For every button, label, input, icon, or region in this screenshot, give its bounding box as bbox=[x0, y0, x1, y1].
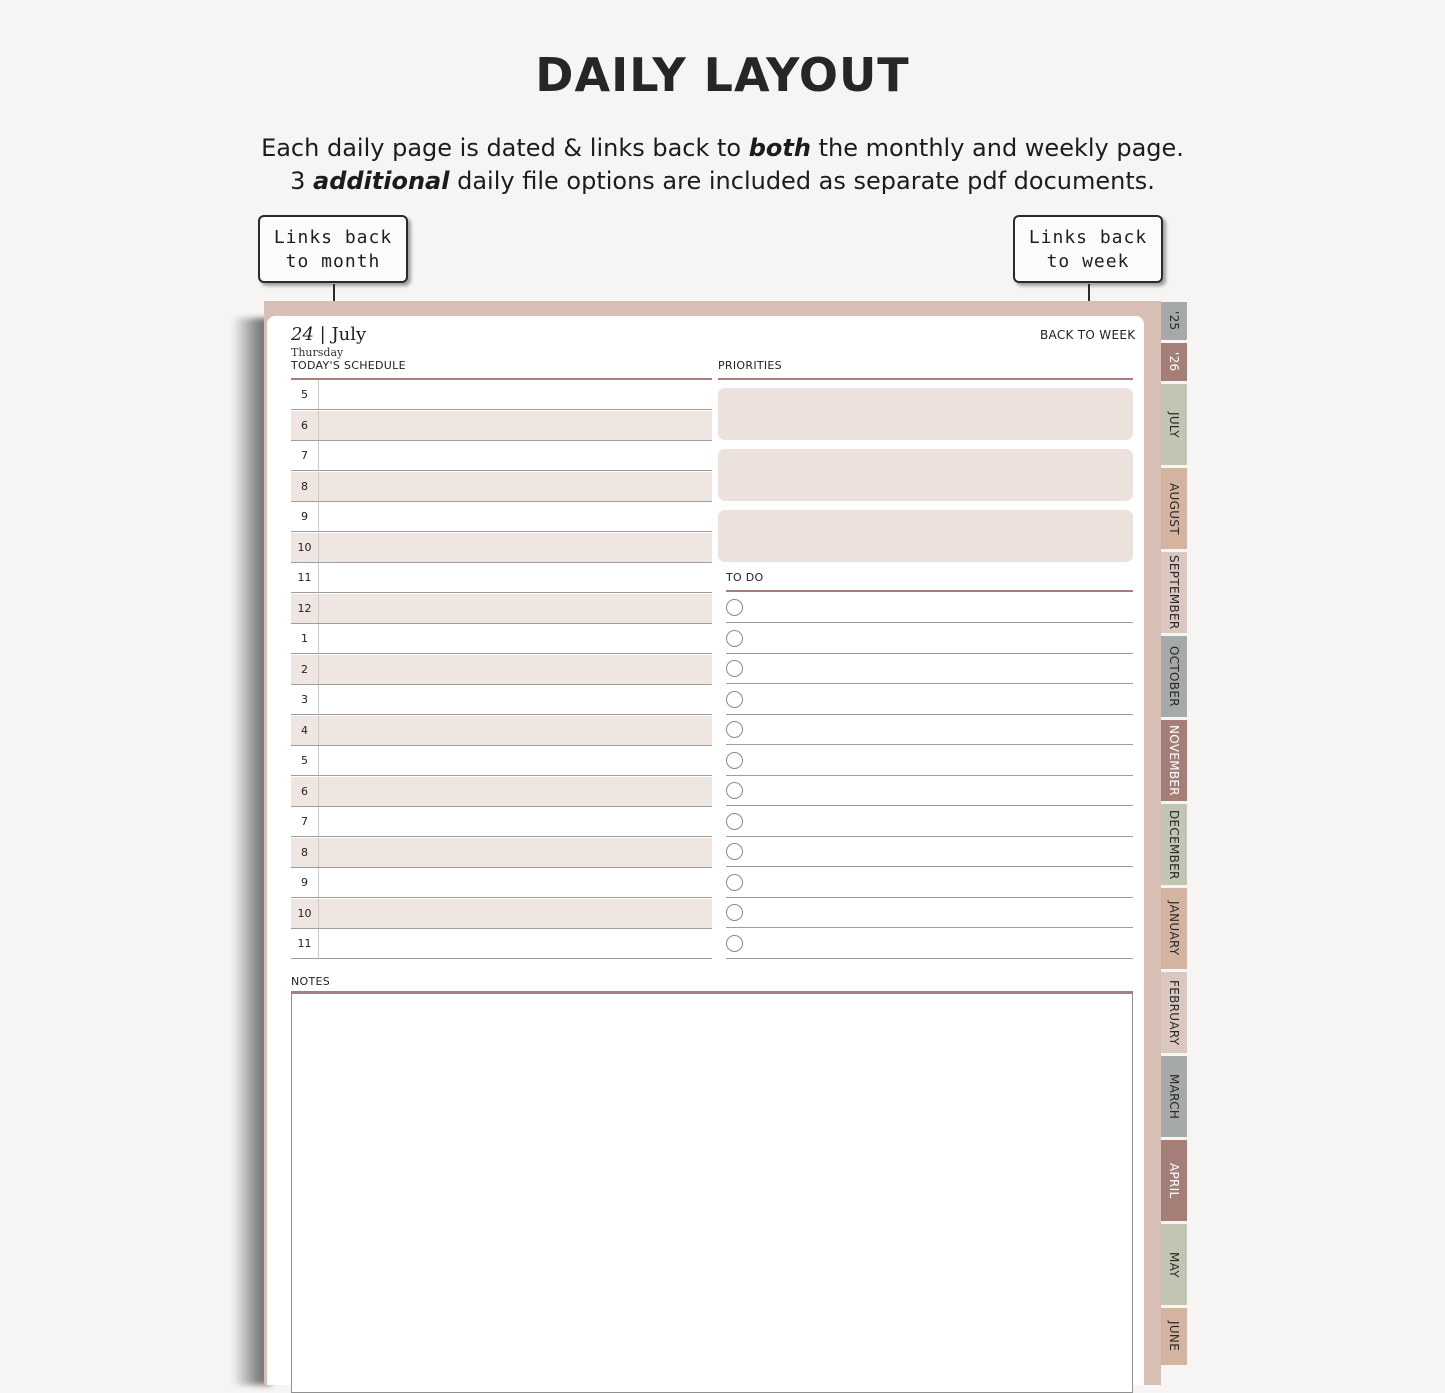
checkbox-circle-icon[interactable] bbox=[726, 660, 743, 677]
todo-row[interactable] bbox=[726, 624, 1133, 654]
todo-row[interactable] bbox=[726, 776, 1133, 806]
tab-march[interactable] bbox=[1161, 1056, 1187, 1137]
schedule-row[interactable] bbox=[291, 929, 712, 959]
schedule-hour: 2 bbox=[291, 655, 319, 684]
tab-label: APRIL bbox=[1167, 1162, 1181, 1199]
date-month: July bbox=[331, 324, 367, 345]
callout-week bbox=[1013, 215, 1163, 283]
todo-row[interactable] bbox=[726, 685, 1133, 715]
checkbox-circle-icon[interactable] bbox=[726, 813, 743, 830]
todo-row[interactable] bbox=[726, 654, 1133, 684]
date-link-month[interactable] bbox=[291, 324, 366, 345]
description-line-2-start: 3 bbox=[290, 167, 313, 195]
schedule-hour: 12 bbox=[291, 594, 319, 623]
notes-area[interactable] bbox=[291, 993, 1133, 1393]
tab-label: JANUARY bbox=[1167, 901, 1181, 956]
checkbox-circle-icon[interactable] bbox=[726, 935, 743, 952]
todo-row[interactable] bbox=[726, 593, 1133, 623]
tab-label: SEPTEMBER bbox=[1167, 555, 1181, 630]
description-line-1 bbox=[0, 134, 1445, 162]
checkbox-circle-icon[interactable] bbox=[726, 904, 743, 921]
schedule-row[interactable] bbox=[291, 380, 712, 410]
schedule-hour: 8 bbox=[291, 838, 319, 867]
tab-label: '26 bbox=[1167, 352, 1181, 372]
tab-26[interactable] bbox=[1161, 343, 1187, 381]
schedule-row[interactable] bbox=[291, 838, 712, 868]
schedule-row[interactable] bbox=[291, 807, 712, 837]
todo-row[interactable] bbox=[726, 898, 1133, 928]
checkbox-circle-icon[interactable] bbox=[726, 630, 743, 647]
checkbox-circle-icon[interactable] bbox=[726, 691, 743, 708]
schedule-row[interactable] bbox=[291, 533, 712, 563]
tab-label: DECEMBER bbox=[1167, 809, 1181, 880]
schedule-hour: 5 bbox=[291, 746, 319, 775]
tab-may[interactable] bbox=[1161, 1224, 1187, 1305]
description-line-2-bold: additional bbox=[313, 167, 450, 195]
schedule-row[interactable] bbox=[291, 441, 712, 471]
tab-july[interactable] bbox=[1161, 384, 1187, 465]
schedule-row[interactable] bbox=[291, 685, 712, 715]
tab-label: '25 bbox=[1167, 311, 1181, 331]
schedule-row[interactable] bbox=[291, 472, 712, 502]
schedule-label: TODAY'S SCHEDULE bbox=[291, 359, 406, 372]
date-number: 24 bbox=[291, 324, 314, 345]
tab-label: NOVEMBER bbox=[1167, 725, 1181, 796]
description-line-1-bold: both bbox=[748, 134, 811, 162]
schedule-row[interactable] bbox=[291, 899, 712, 929]
schedule-row[interactable] bbox=[291, 655, 712, 685]
tab-label: AUGUST bbox=[1167, 482, 1181, 535]
todo-rule bbox=[726, 590, 1133, 592]
notes-label: NOTES bbox=[291, 975, 331, 988]
tab-january[interactable] bbox=[1161, 888, 1187, 969]
tab-december[interactable] bbox=[1161, 804, 1187, 885]
todo-row[interactable] bbox=[726, 837, 1133, 867]
todo-row[interactable] bbox=[726, 746, 1133, 776]
weekday: Thursday bbox=[291, 346, 344, 359]
schedule-hour: 6 bbox=[291, 777, 319, 806]
checkbox-circle-icon[interactable] bbox=[726, 874, 743, 891]
checkbox-circle-icon[interactable] bbox=[726, 599, 743, 616]
tab-label: MARCH bbox=[1167, 1073, 1181, 1120]
priority-box[interactable] bbox=[718, 510, 1133, 562]
description-line-1-start: Each daily page is dated & links back to bbox=[261, 134, 749, 162]
schedule-row[interactable] bbox=[291, 563, 712, 593]
schedule-row[interactable] bbox=[291, 716, 712, 746]
tab-label: JUNE bbox=[1167, 1321, 1181, 1352]
priority-box[interactable] bbox=[718, 449, 1133, 501]
checkbox-circle-icon[interactable] bbox=[726, 752, 743, 769]
back-to-week-link[interactable]: BACK TO WEEK bbox=[1040, 328, 1136, 342]
callout-week-line-2: to week bbox=[1046, 251, 1130, 272]
checkbox-circle-icon[interactable] bbox=[726, 721, 743, 738]
schedule-row[interactable] bbox=[291, 594, 712, 624]
schedule-hour: 7 bbox=[291, 807, 319, 836]
tab-november[interactable] bbox=[1161, 720, 1187, 801]
tab-label: JULY bbox=[1167, 411, 1181, 438]
priority-box[interactable] bbox=[718, 388, 1133, 440]
schedule-row[interactable] bbox=[291, 777, 712, 807]
schedule-hour: 9 bbox=[291, 502, 319, 531]
page-heading: DAILY LAYOUT bbox=[535, 48, 910, 102]
schedule-hour: 8 bbox=[291, 472, 319, 501]
schedule-hour: 7 bbox=[291, 441, 319, 470]
todo-row[interactable] bbox=[726, 715, 1133, 745]
schedule-hour: 10 bbox=[291, 533, 319, 562]
checkbox-circle-icon[interactable] bbox=[726, 843, 743, 860]
todo-label: TO DO bbox=[726, 571, 764, 584]
schedule-row[interactable] bbox=[291, 411, 712, 441]
schedule-row[interactable] bbox=[291, 502, 712, 532]
tab-october[interactable] bbox=[1161, 636, 1187, 717]
description-line-2-end: daily file options are included as separate pdf documents. bbox=[449, 167, 1155, 195]
description-line-1-end: the monthly and weekly page. bbox=[810, 134, 1184, 162]
schedule-hour: 5 bbox=[291, 380, 319, 409]
schedule-row[interactable] bbox=[291, 746, 712, 776]
todo-row[interactable] bbox=[726, 929, 1133, 959]
schedule-hour: 1 bbox=[291, 624, 319, 653]
callout-week-line-1: Links back bbox=[1028, 227, 1148, 248]
schedule-hour: 10 bbox=[291, 899, 319, 928]
schedule-hour: 11 bbox=[291, 929, 319, 958]
schedule-hour: 4 bbox=[291, 716, 319, 745]
schedule-row[interactable] bbox=[291, 624, 712, 654]
tab-label: MAY bbox=[1167, 1251, 1181, 1278]
schedule-row[interactable] bbox=[291, 868, 712, 898]
priorities-label: PRIORITIES bbox=[718, 359, 782, 372]
callout-month bbox=[258, 215, 408, 283]
tab-25[interactable] bbox=[1161, 302, 1187, 340]
schedule-hour: 6 bbox=[291, 411, 319, 440]
schedule-hour: 3 bbox=[291, 685, 319, 714]
todo-row[interactable] bbox=[726, 807, 1133, 837]
date-separator: | bbox=[319, 324, 326, 345]
tab-june[interactable] bbox=[1161, 1308, 1187, 1365]
tab-september[interactable] bbox=[1161, 552, 1187, 633]
tab-august[interactable] bbox=[1161, 468, 1187, 549]
tab-april[interactable] bbox=[1161, 1140, 1187, 1221]
checkbox-circle-icon[interactable] bbox=[726, 782, 743, 799]
priorities-rule bbox=[718, 378, 1133, 380]
todo-row[interactable] bbox=[726, 868, 1133, 898]
tab-label: FEBRUARY bbox=[1167, 979, 1181, 1046]
tab-label: OCTOBER bbox=[1167, 646, 1181, 707]
tab-february[interactable] bbox=[1161, 972, 1187, 1053]
callout-month-line-2: to month bbox=[285, 251, 381, 272]
description-line-2 bbox=[0, 167, 1445, 195]
callout-month-line-1: Links back bbox=[273, 227, 393, 248]
schedule-hour: 9 bbox=[291, 868, 319, 897]
schedule-hour: 11 bbox=[291, 563, 319, 592]
